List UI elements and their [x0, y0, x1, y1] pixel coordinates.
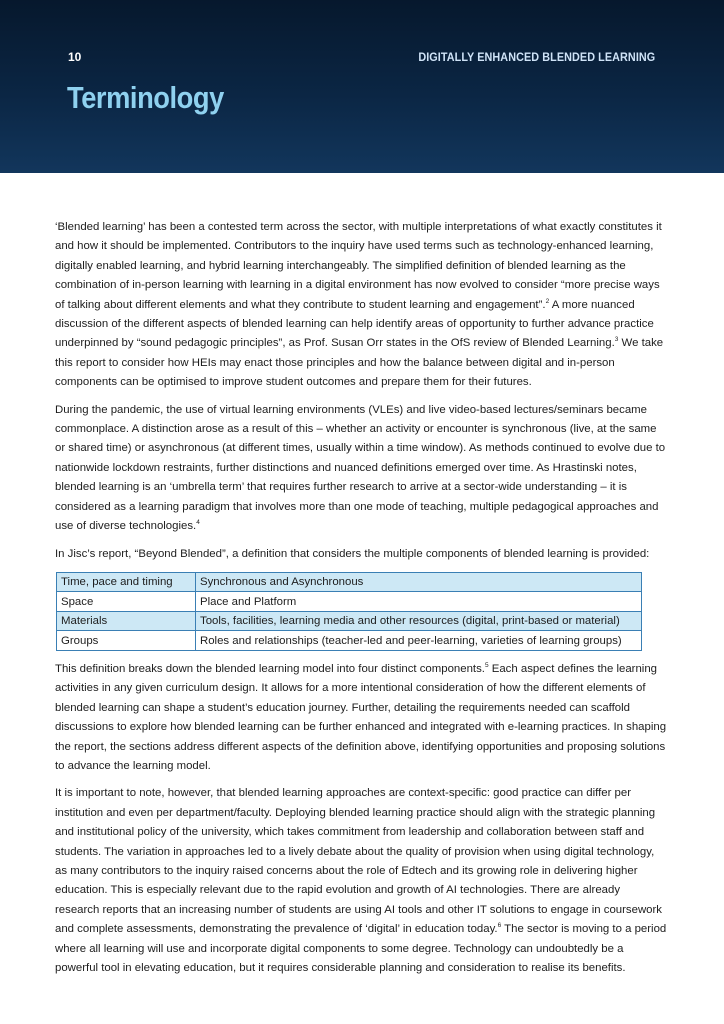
table-row [57, 611, 642, 631]
header-banner [0, 0, 724, 173]
table-term: Materials [57, 611, 196, 631]
paragraph-4-text-a: This definition breaks down the blended learning model into four distinct components. [55, 662, 485, 675]
table-row [57, 592, 642, 612]
page-title: Terminology [67, 80, 224, 115]
paragraph-4 [55, 660, 667, 776]
body-content [55, 218, 667, 986]
table-row [57, 572, 642, 592]
paragraph-5 [55, 784, 667, 978]
paragraph-4-text-b: Each aspect defines the learning activities in any given curriculum design. It allows for a more intentional consideration of how the different elements of blended learning can shape a student’s education journey. Further, detailing the requirements needed can scaffold discussions to explore how blended learning can be further enhanced and integrated with e-learning practices. In shaping the report, the sections address different aspects of the definition above, identifying opportunities and proposing solutions to advance the learning model. [55, 662, 667, 772]
footnote-ref-6: 6 [497, 922, 502, 930]
table-intro: In Jisc’s report, “Beyond Blended”, a definition that considers the multiple components of blended learning is provided: [55, 547, 650, 560]
paragraph-1-text-a: ‘Blended learning’ has been a contested term across the sector, with multiple interpretations of what exactly constitutes it and how it should be implemented. Contributors to the inquiry have used terms such as technology-enhanced learning, digitally enabled learning, and hybrid learning interchangeably. The simplified definition of blended learning as the combination of in-person learning with learning in a digital environment has now evolved to consider “more precise ways of talking about different elements and what they contribute to student learning and engagement”. [55, 221, 662, 311]
paragraph-2 [55, 401, 667, 537]
page-number: 10 [68, 50, 82, 64]
paragraph-1-text-c: We take this report to consider how HEIs may enact those principles and how the balance between digital and in-person components can be optimised to improve student outcomes and prepare them for their futures. [55, 337, 664, 389]
table-term: Groups [57, 631, 196, 651]
table-definition: Synchronous and Asynchronous [196, 572, 642, 592]
table-term: Space [57, 592, 196, 612]
definition-table [56, 572, 642, 651]
paragraph-2-text: During the pandemic, the use of virtual learning environments (VLEs) and live video-based lectures/seminars became commonplace. A distinction arose as a result of this – whether an activity or encounter is synchronous (live, at the same or shared time) or asynchronous (at different times, usually within a time window). As methods continued to evolve due to nationwide lockdown restraints, further distinctions and nuanced definitions emerged over time. As Hrastinski notes, blended learning is an ‘umbrella term’ that requires further research to arrive at a sector-wide understanding – it is considered as a learning paradigm that involves more than one mode of teaching, multiple pedagogical approaches and use of diverse technologies. [55, 403, 666, 533]
paragraph-1-text-b: A more nuanced discussion of the different aspects of blended learning can help identify areas of opportunity to further advance practice underpinned by “sound pedagogic principles”, as Prof. Susan Orr states in the OfS review of Blended Learning. [55, 298, 654, 350]
paragraph-1 [55, 218, 667, 393]
footnote-ref-2: 2 [545, 297, 550, 305]
footnote-ref-3: 3 [614, 336, 619, 344]
footnote-ref-5: 5 [484, 662, 489, 670]
table-row [57, 631, 642, 651]
table-definition: Place and Platform [196, 592, 642, 612]
paragraph-5-text-a: It is important to note, however, that blended learning approaches are context-specific: good practice can differ per institution and even per department/faculty. Deploying blended learning practice should align with the strategic planning and institutional policy of the university, which takes commitment from leadership and collaboration between staff and students. The variation in approaches led to a lively debate about the quality of provision when using digital technology, as many contributors to the inquiry raised concerns about the role of Edtech and its growing role in delivering higher education. This is especially relevant due to the rapid evolution and growth of AI technologies. There are already research reports that an increasing number of students are using AI tools and other IT solutions to engage in coursework and complete assessments, demonstrating the prevalence of ‘digital’ in education today. [55, 787, 663, 936]
footnote-ref-4: 4 [196, 519, 200, 527]
running-title: DIGITALLY ENHANCED BLENDED LEARNING [418, 50, 655, 64]
table-definition: Roles and relationships (teacher-led and peer-learning, varieties of learning groups) [196, 631, 642, 651]
table-term: Time, pace and timing [57, 572, 196, 592]
paragraph-5-text-b: The sector is moving to a period where all learning will use and incorporate digital components to some degree. Technology can undoubtedly be a powerful tool in elevating education, but it requires considerable planning and consideration to realise its benefits. [55, 923, 667, 974]
table-definition: Tools, facilities, learning media and other resources (digital, print-based or material) [196, 611, 642, 631]
